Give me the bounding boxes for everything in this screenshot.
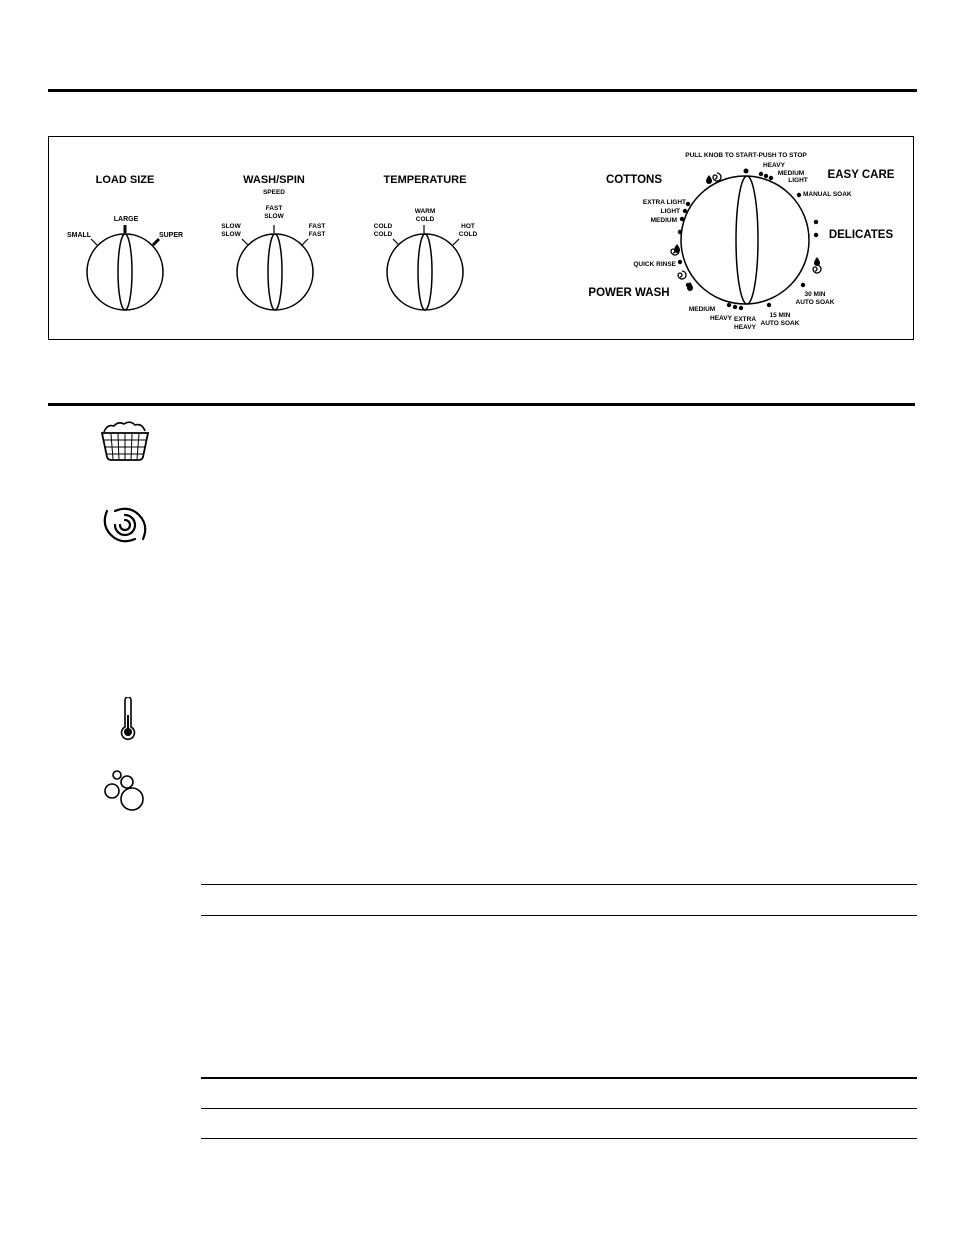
table-2-middle-rule bbox=[201, 1108, 917, 1109]
wash-spin-title: WASH/SPIN bbox=[243, 174, 305, 186]
cottons-label: COTTONS bbox=[605, 174, 663, 186]
load-size-title: LOAD SIZE bbox=[95, 174, 155, 186]
cottons-light-label: LIGHT bbox=[660, 208, 680, 215]
delicates-label: DELICATES bbox=[828, 229, 894, 241]
table-1-top-rule bbox=[201, 884, 917, 885]
control-panel-svg bbox=[49, 137, 915, 341]
warm-cold-label-2: COLD bbox=[415, 216, 435, 223]
auto-soak-30-label-2: AUTO SOAK bbox=[795, 299, 835, 306]
cycle-knob bbox=[588, 152, 894, 331]
fast-fast-label-1: FAST bbox=[308, 223, 326, 230]
fast-slow-label-2: SLOW bbox=[264, 213, 284, 220]
easy-care-light-label: LIGHT bbox=[788, 177, 808, 184]
laundry-basket-icon bbox=[100, 420, 150, 462]
wash-spin-subtitle: SPEED bbox=[262, 189, 286, 196]
load-size-super-label: SUPER bbox=[158, 232, 184, 239]
warm-cold-label-1: WARM bbox=[414, 208, 436, 215]
bubbles-icon bbox=[101, 769, 147, 813]
cottons-medium-label: MEDIUM bbox=[650, 217, 677, 224]
fast-fast-label-2: FAST bbox=[308, 231, 326, 238]
easy-care-heavy-label: HEAVY bbox=[763, 162, 785, 169]
auto-soak-30-label-1: 30 MIN bbox=[804, 291, 826, 298]
manual-soak-label: MANUAL SOAK bbox=[803, 191, 852, 198]
hot-cold-label-2: COLD bbox=[458, 231, 478, 238]
cottons-extra-light-label: EXTRA LIGHT bbox=[642, 199, 686, 206]
power-wash-label: POWER WASH bbox=[588, 287, 670, 299]
cycle-instruction: PULL KNOB TO START-PUSH TO STOP bbox=[685, 152, 807, 159]
temperature-title: TEMPERATURE bbox=[383, 174, 467, 186]
load-size-small-label: SMALL bbox=[66, 232, 92, 239]
temperature-knob bbox=[374, 174, 478, 310]
spin-swirl-icon bbox=[101, 503, 149, 547]
control-panel-illustration bbox=[48, 136, 914, 340]
hot-cold-label-1: HOT bbox=[461, 223, 475, 230]
cycle-dial bbox=[681, 176, 809, 304]
slow-slow-label-2: SLOW bbox=[221, 231, 241, 238]
wash-spin-knob bbox=[221, 174, 325, 310]
table-2-bottom-rule bbox=[201, 1138, 917, 1139]
thermometer-icon bbox=[118, 697, 138, 741]
table-2-top-rule bbox=[201, 1077, 917, 1079]
cold-cold-label-2: COLD bbox=[373, 231, 393, 238]
load-size-large-label: LARGE bbox=[113, 216, 139, 223]
auto-soak-15-label-2: AUTO SOAK bbox=[760, 320, 800, 327]
slow-slow-label-1: SLOW bbox=[221, 223, 241, 230]
load-size-knob bbox=[67, 174, 183, 310]
extra-heavy-label-1: EXTRA bbox=[733, 316, 757, 323]
table-1-bottom-rule bbox=[201, 915, 917, 916]
top-rule bbox=[48, 89, 917, 92]
section-rule bbox=[48, 403, 915, 406]
power-wash-heavy-label: HEAVY bbox=[710, 315, 732, 322]
quick-rinse-label: QUICK RINSE bbox=[633, 261, 676, 268]
easy-care-label: EASY CARE bbox=[827, 169, 895, 181]
cold-cold-label-1: COLD bbox=[373, 223, 393, 230]
power-wash-medium-label: MEDIUM bbox=[688, 306, 716, 313]
extra-heavy-label-2: HEAVY bbox=[734, 324, 756, 331]
auto-soak-15-label-1: 15 MIN bbox=[769, 312, 791, 319]
easy-care-medium-label: MEDIUM bbox=[777, 170, 805, 177]
fast-slow-label-1: FAST bbox=[265, 205, 283, 212]
